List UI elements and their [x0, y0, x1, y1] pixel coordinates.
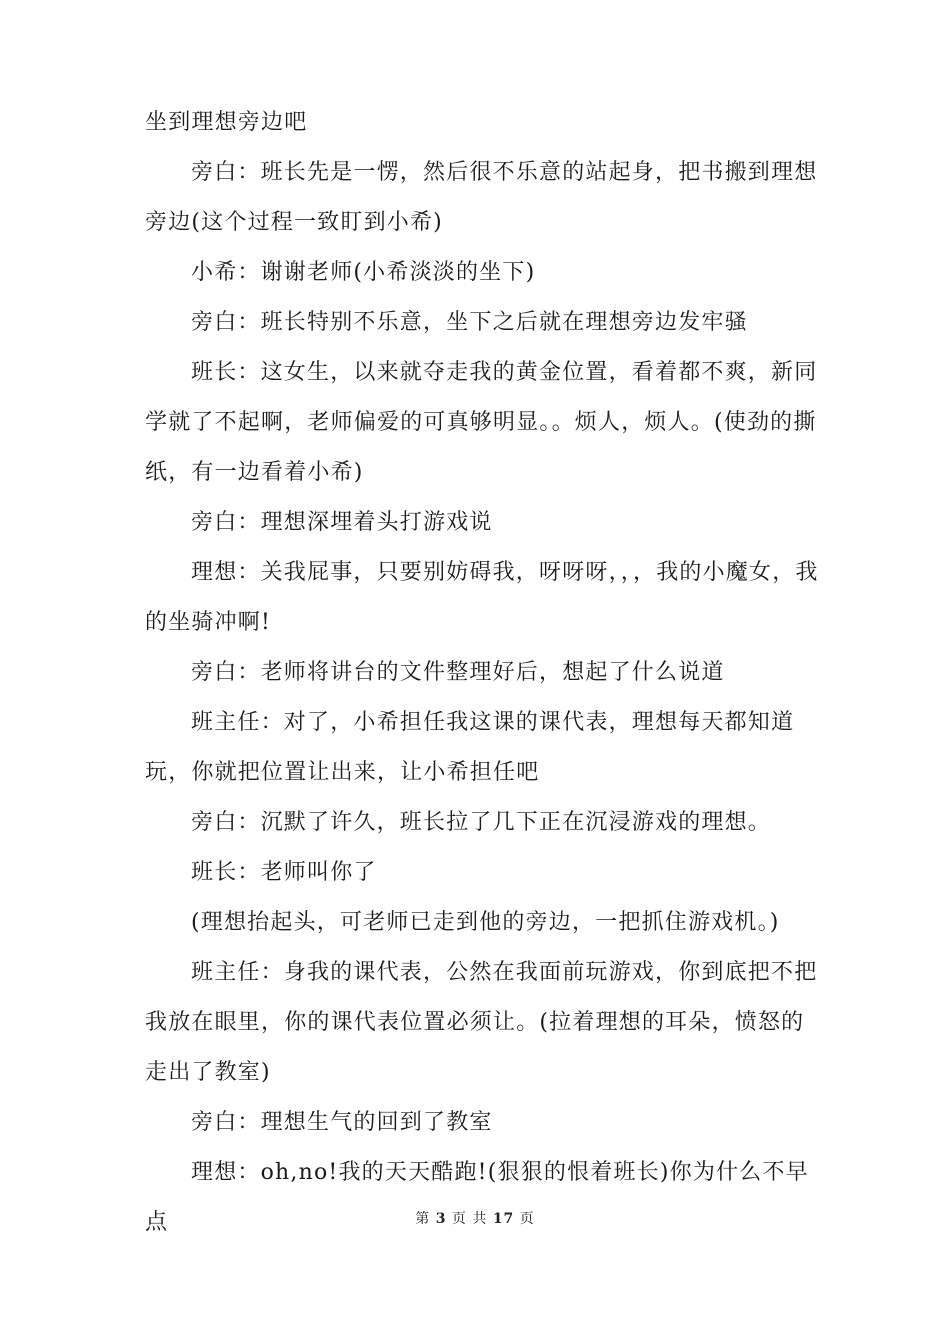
paragraph-8: 旁白：老师将讲台的文件整理好后，想起了什么说道: [191, 660, 725, 685]
paragraph-12: (理想抬起头，可老师已走到他的旁边，一把抓住游戏机。): [191, 910, 780, 935]
paragraph-2: 旁白：班长先是一愣，然后很不乐意的站起身，把书搬到理想旁边(这个过程一致盯到小希): [145, 160, 818, 235]
footer-middle: 页 共: [451, 1211, 488, 1227]
paragraph-10: 旁白：沉默了许久，班长拉了几下正在沉浸游戏的理想。: [191, 810, 772, 835]
body-text: [145, 98, 825, 1248]
footer-total-pages: 17: [492, 1211, 515, 1227]
paragraph-7: 理想：关我屁事，只要别妨碍我，呀呀呀，，，我的小魔女，我的坐骑冲啊!: [145, 560, 819, 635]
paragraph-3: 小希：谢谢老师(小希淡淡的坐下): [191, 260, 536, 285]
footer-prefix: 第: [415, 1211, 431, 1227]
paragraph-11: 班长：老师叫你了: [191, 860, 377, 885]
paragraph-6: 旁白：理想深埋着头打游戏说: [191, 510, 493, 535]
paragraph-5: 班长：这女生，以来就夺走我的黄金位置，看着都不爽，新同学就了不起啊，老师偏爱的可真够明显。。烦人，烦人。(使劲的撕纸，有一边看着小希): [145, 360, 818, 485]
paragraph-14: 旁白：理想生气的回到了教室: [191, 1110, 493, 1135]
page-footer: [0, 1208, 950, 1228]
paragraph-4: 旁白：班长特别不乐意，坐下之后就在理想旁边发牢骚: [191, 310, 748, 335]
paragraph-9: 班主任：对了，小希担任我这课的课代表，理想每天都知道玩，你就把位置让出来，让小希担任吧: [145, 710, 795, 785]
paragraph-15: 理想：oh,no!我的天天酷跑!(狠狠的恨着班长)你为什么不早点: [145, 1160, 809, 1235]
footer-page-number: 3: [435, 1211, 447, 1227]
paragraph-1: 坐到理想旁边吧: [145, 110, 308, 135]
footer-suffix: 页: [519, 1211, 535, 1227]
paragraph-13: 班主任：身我的课代表，公然在我面前玩游戏，你到底把不把我放在眼里，你的课代表位置必须让。(拉着理想的耳朵，愤怒的走出了教室): [145, 960, 818, 1085]
